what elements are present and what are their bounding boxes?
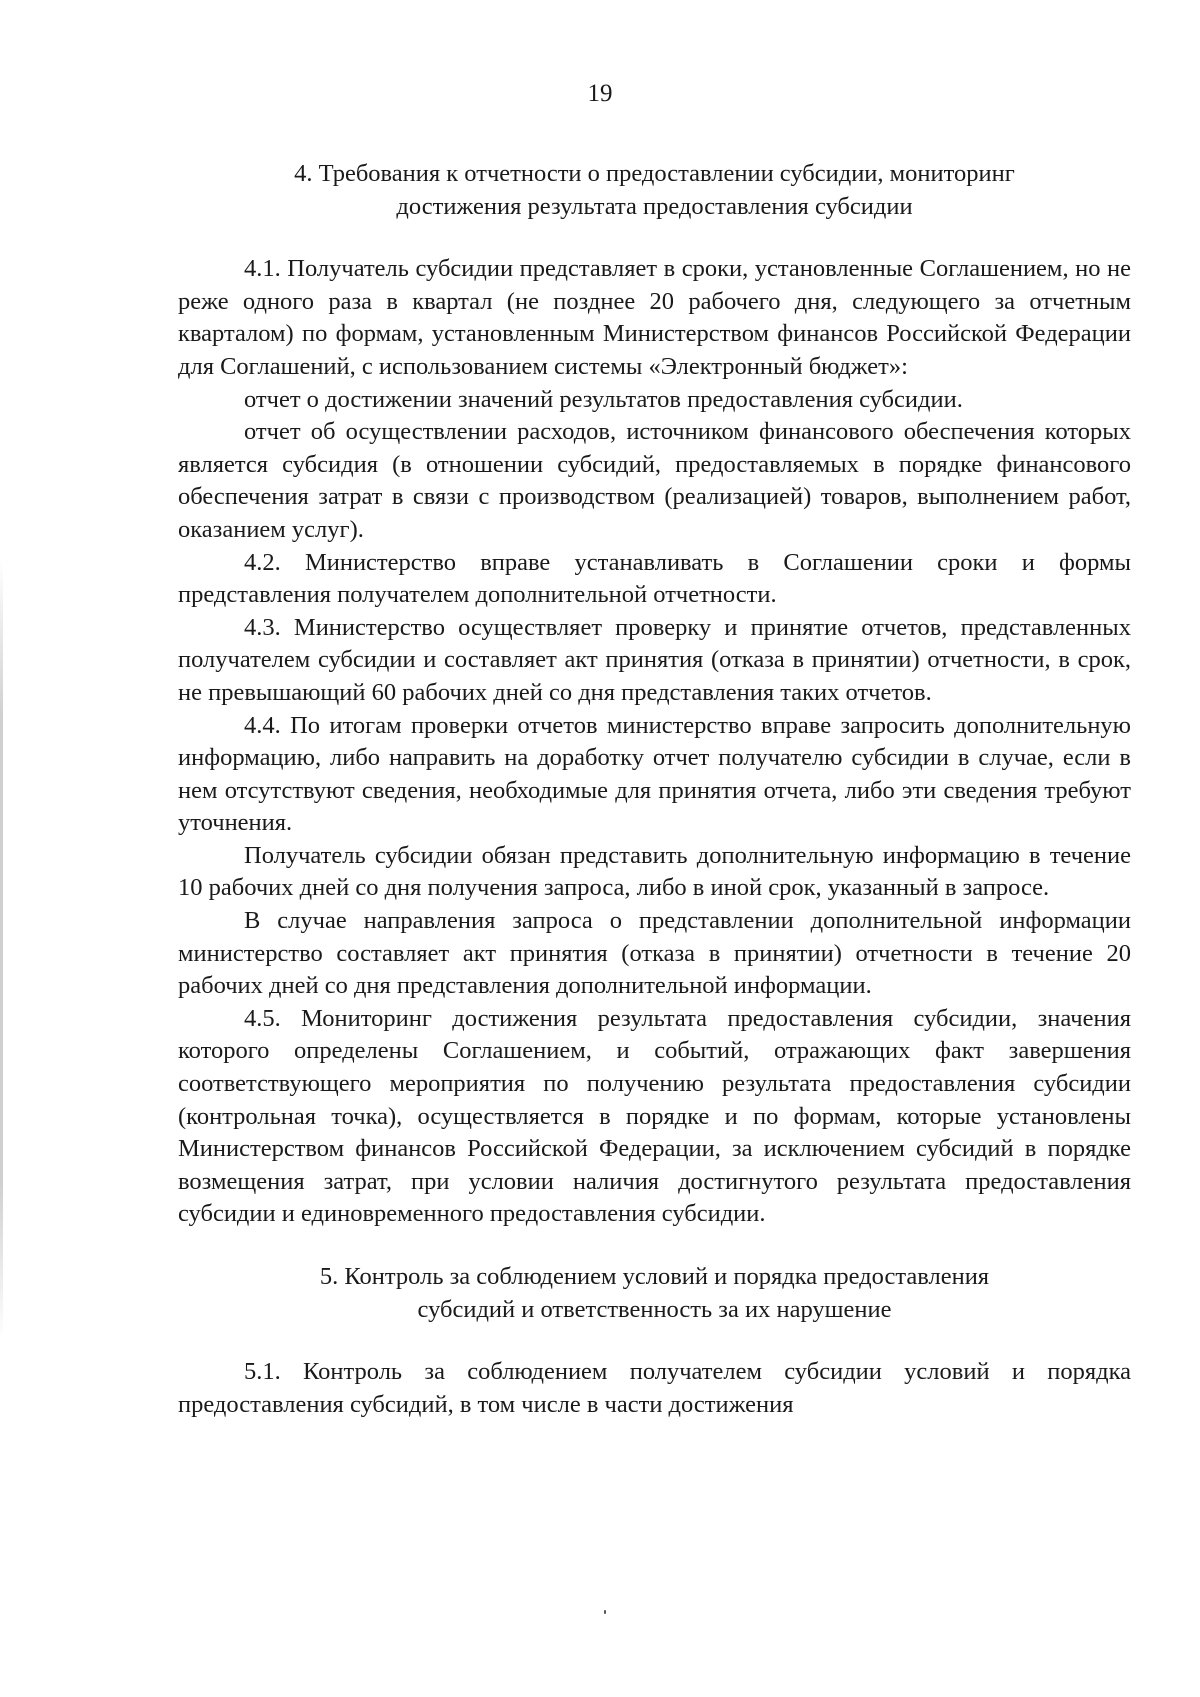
paragraph-4-2: 4.2. Министерство вправе устанавливать в Соглашении сроки и формы представления получателем дополнительной отчетности.	[178, 548, 1131, 609]
section-4-heading	[178, 158, 1131, 223]
scan-speck	[604, 1610, 606, 1614]
paragraph-4-4: 4.4. По итогам проверки отчетов министерство вправе запросить дополнительную информацию, либо направить на доработку отчет получателю субсидии в случае, если в нем отсутствуют сведения, необходимые для принятия отчета, либо эти сведения требуют уточнения.	[178, 711, 1131, 837]
section-5-heading-line-2: субсидий и ответственность за их нарушение	[417, 1295, 892, 1323]
paragraph-4-1: 4.1. Получатель субсидии представляет в сроки, установленные Соглашением, но не реже одного раза в квартал (не позднее 20 рабочего дня, следующего за отчетным кварталом) по формам, установленным Министерством финансов Российской Федерации для Соглашений, с использованием системы «Электронный бюджет»:	[178, 255, 1131, 380]
paragraph-4-1-report-expenses: отчет об осуществлении расходов, источником финансового обеспечения которых является субсидия (в отношении субсидий, предоставляемых в порядке финансового обеспечения затрат в связи с производством (реализацией) товаров, выполнением работ, оказанием услуг).	[178, 418, 1131, 543]
scan-edge-shadow	[0, 560, 3, 1340]
section-5-heading-line-1: 5. Контроль за соблюдением условий и порядка предоставления	[319, 1263, 990, 1290]
section-4-heading-line-1: 4. Требования к отчетности о предоставлении субсидии, мониторинг	[294, 160, 1015, 187]
page-number: 19	[587, 80, 613, 107]
paragraph-4-4-additional-info: В случае направления запроса о представлении дополнительной информации министерство составляет акт принятия (отказа в принятии) отчетности в течение 20 рабочих дней со дня представления дополнительной информации.	[178, 907, 1131, 1000]
paragraph-4-5: 4.5. Мониторинг достижения результата предоставления субсидии, значения которого определены Соглашением, и событий, отражающих факт завершения соответствующего мероприятия по получению результата предоставления субсидии (контрольная точка), осуществляется в порядке и по формам, которые установлены Министерством финансов Российской Федерации, за исключением субсидий в порядке возмещения затрат, при условии наличия достигнутого результата предоставления субсидии и единовременного предоставления субсидии.	[178, 1004, 1131, 1228]
paragraph-4-3: 4.3. Министерство осуществляет проверку и принятие отчетов, представленных получателем субсидии и составляет акт принятия (отказа в принятии) отчетности, в срок, не превышающий 60 рабочих дней со дня представления таких отчетов.	[178, 613, 1131, 706]
section-4-heading-line-2: достижения результата предоставления субсидии	[396, 192, 913, 220]
paragraph-4-4-recipient-obligation: Получатель субсидии обязан представить дополнительную информацию в течение 10 рабочих дней со дня получения запроса, либо в иной срок, указанный в запросе.	[178, 841, 1131, 902]
paragraph-5-1: 5.1. Контроль за соблюдением получателем субсидии условий и порядка предоставления субсидий, в том числе в части достижения	[178, 1358, 1131, 1418]
document-body	[178, 158, 1131, 1421]
section-5-heading	[178, 1261, 1131, 1326]
paragraph-4-1-report-results: отчет о достижении значений результатов предоставления субсидии.	[244, 385, 963, 413]
